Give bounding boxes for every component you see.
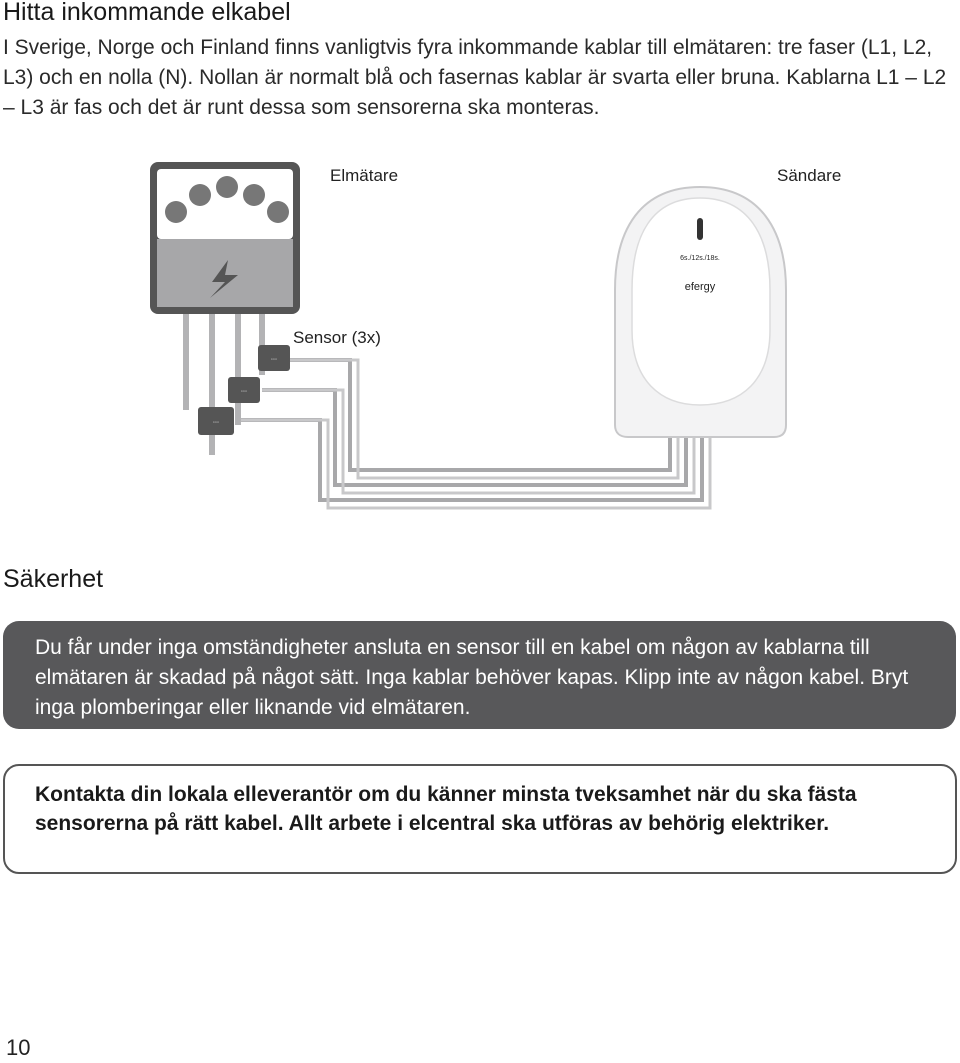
meter-label: Elmätare bbox=[330, 166, 399, 185]
svg-text:▫▫▫: ▫▫▫ bbox=[212, 420, 220, 426]
transmitter-timer-label: 6s./12s./18s. bbox=[680, 255, 720, 262]
intro-paragraph: I Sverige, Norge och Finland finns vanligtvis fyra inkommande kablar till elmätaren: tre faser (L1, L2, L3) och en nolla (N). Nollan är normalt blå och fasernas kablar är svarta eller bruna. Kablarna L1 – L2 – L3 är fas och det är runt dessa som sensorerna ska monteras. bbox=[3, 36, 947, 119]
transmitter-icon bbox=[615, 187, 786, 437]
svg-text:▫▫▫: ▫▫▫ bbox=[270, 357, 278, 363]
transmitter-label: Sändare bbox=[777, 166, 842, 185]
page-number: 10 bbox=[6, 1035, 31, 1060]
svg-text:▫▫▫: ▫▫▫ bbox=[240, 389, 248, 395]
warning-box bbox=[3, 621, 956, 729]
safety-title: Säkerhet bbox=[3, 565, 104, 593]
led-indicator-icon bbox=[697, 218, 703, 240]
warning-text: Du får under inga omständigheter ansluta en sensor till en kabel om någon av kablarna till elmätaren är skadad på något sätt. Inga kablar behöver kapas. Klipp inte av någon kabel. Bryt inga plomberingar eller liknande vid elmätaren. bbox=[35, 636, 909, 719]
sensor-label: Sensor (3x) bbox=[293, 328, 381, 347]
contact-notice-box bbox=[3, 764, 957, 874]
installation-diagram bbox=[0, 150, 960, 530]
transmitter-brand-logo: efergy bbox=[684, 281, 716, 293]
contact-text: Kontakta din lokala elleverantör om du känner minsta tveksamhet när du ska fästa sensorerna på rätt kabel. Allt arbete i elcentral ska utföras av behörig elektriker. bbox=[35, 783, 857, 835]
page-heading: Hitta inkommande elkabel bbox=[3, 0, 291, 26]
meter-icon bbox=[150, 162, 300, 314]
